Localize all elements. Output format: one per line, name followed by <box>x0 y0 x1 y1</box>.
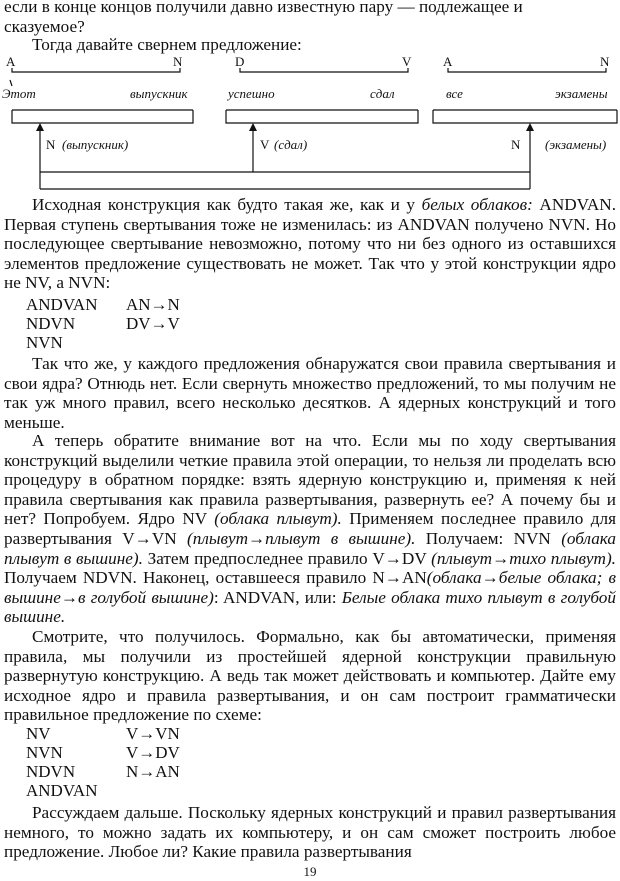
bottom-n2-word: (экзамены) <box>545 137 607 152</box>
rules-list-2 <box>26 724 180 800</box>
group2-right-tag: V <box>402 54 412 69</box>
paragraph-3: А теперь обратите внимание вот на что. Если мы по ходу свертывания конструкций выделили четкие правила этой операции, то нельзя ли проделать всю процедуру в обратном порядке: взять ядерную конструкцию и, применяя к ней правила свертывания как правила развертывания, развернуть ее? А почему бы и нет? Попробуем. Ядро NV (облака плывут). Применяем последнее правило для развертывания V→VN (плывут→плывут в вышине). Получаем: NVN (облака плывут в вышине). Затем предпоследнее правило V→DV (плывут→тихо плывут). Получаем NDVN. Наконец, оставшееся правило N→AN(облака→белые облака; в вышине→в голубой вышине): ANDVAN, или: Белые облака тихо плывут в голубой вышине. <box>4 431 617 627</box>
rule-row: NDVN N→AN <box>26 762 180 781</box>
group1-right-tag: N <box>173 54 183 69</box>
group1-left-tag: A <box>6 54 16 69</box>
paragraph-5: Рассуждаем дальше. Поскольку ядерных конструкций и правил развертывания немного, то можно задать их компьютеру, и он сам сможет построить любое предложение. Любое ли? Какие правила развертывания <box>4 803 616 862</box>
group3-left-word: все <box>446 86 463 101</box>
rule-row: ANDVAN <box>26 781 98 800</box>
group1-left-word: Этот <box>2 86 36 101</box>
rule-row: NVN <box>26 333 63 352</box>
rule-row: NDVN DV→V <box>26 314 180 333</box>
paragraph-4: Смотрите, что получилось. Формально, как бы автоматически, применяя правила, мы получили из простейшей ядерной конструкции правильную развернутую конструкцию. А ведь так может действовать и компьютер. Дайте ему исходное ядро и правила развертывания, и он сам построит грамматически правильное предложение по схеме: <box>4 627 616 725</box>
paragraph-2: Так что же, у каждого предложения обнаружатся свои правила свертывания и свои ядра? Отнюдь нет. Если свернуть множество предложений, то мы получим не так уж много правил, всего несколько десятков. А ядерных конструкций и того меньше. <box>4 354 616 432</box>
paragraph-intro: если в конце концов получили давно известную пару — подлежащее и сказуемое? <box>4 0 523 36</box>
rules-list-1 <box>26 295 180 352</box>
group2-right-word: сдал <box>370 86 395 101</box>
bottom-n1-tag: N <box>46 137 56 152</box>
group2-left-tag: D <box>235 54 245 69</box>
bottom-v-word: (сдал) <box>274 137 308 152</box>
page-number: 19 <box>303 864 317 879</box>
group3-right-tag: N <box>600 54 610 69</box>
paragraph-1: Исходная конструкция как будто такая же, как и у белых облаков: ANDVAN. Первая ступень свертывания тоже не изменилась: из ANDVAN получено NVN. Но последующее свертывание невозможно, потому что ни без одного из оставшихся элементов предложение существовать не может. Так что у этой конструкции ядро не NV, а NVN: <box>4 195 616 293</box>
group3-right-word: экзамены <box>555 86 608 101</box>
bottom-n1-word: (выпускник) <box>62 137 129 152</box>
rule-row: NVN V→DV <box>26 743 180 762</box>
group3-left-tag: A <box>443 54 453 69</box>
rule-row: ANDVAN AN→N <box>26 295 180 314</box>
bottom-n2-tag: N <box>511 137 521 152</box>
rule-row: NV V→VN <box>26 724 180 743</box>
group2-left-word: успешно <box>228 86 275 101</box>
bottom-v-tag: V <box>260 137 270 152</box>
sentence-structure-diagram <box>0 50 620 200</box>
group1-right-word: выпускник <box>130 86 188 101</box>
paragraph-fold: Тогда давайте свернем предложение: <box>32 35 302 54</box>
